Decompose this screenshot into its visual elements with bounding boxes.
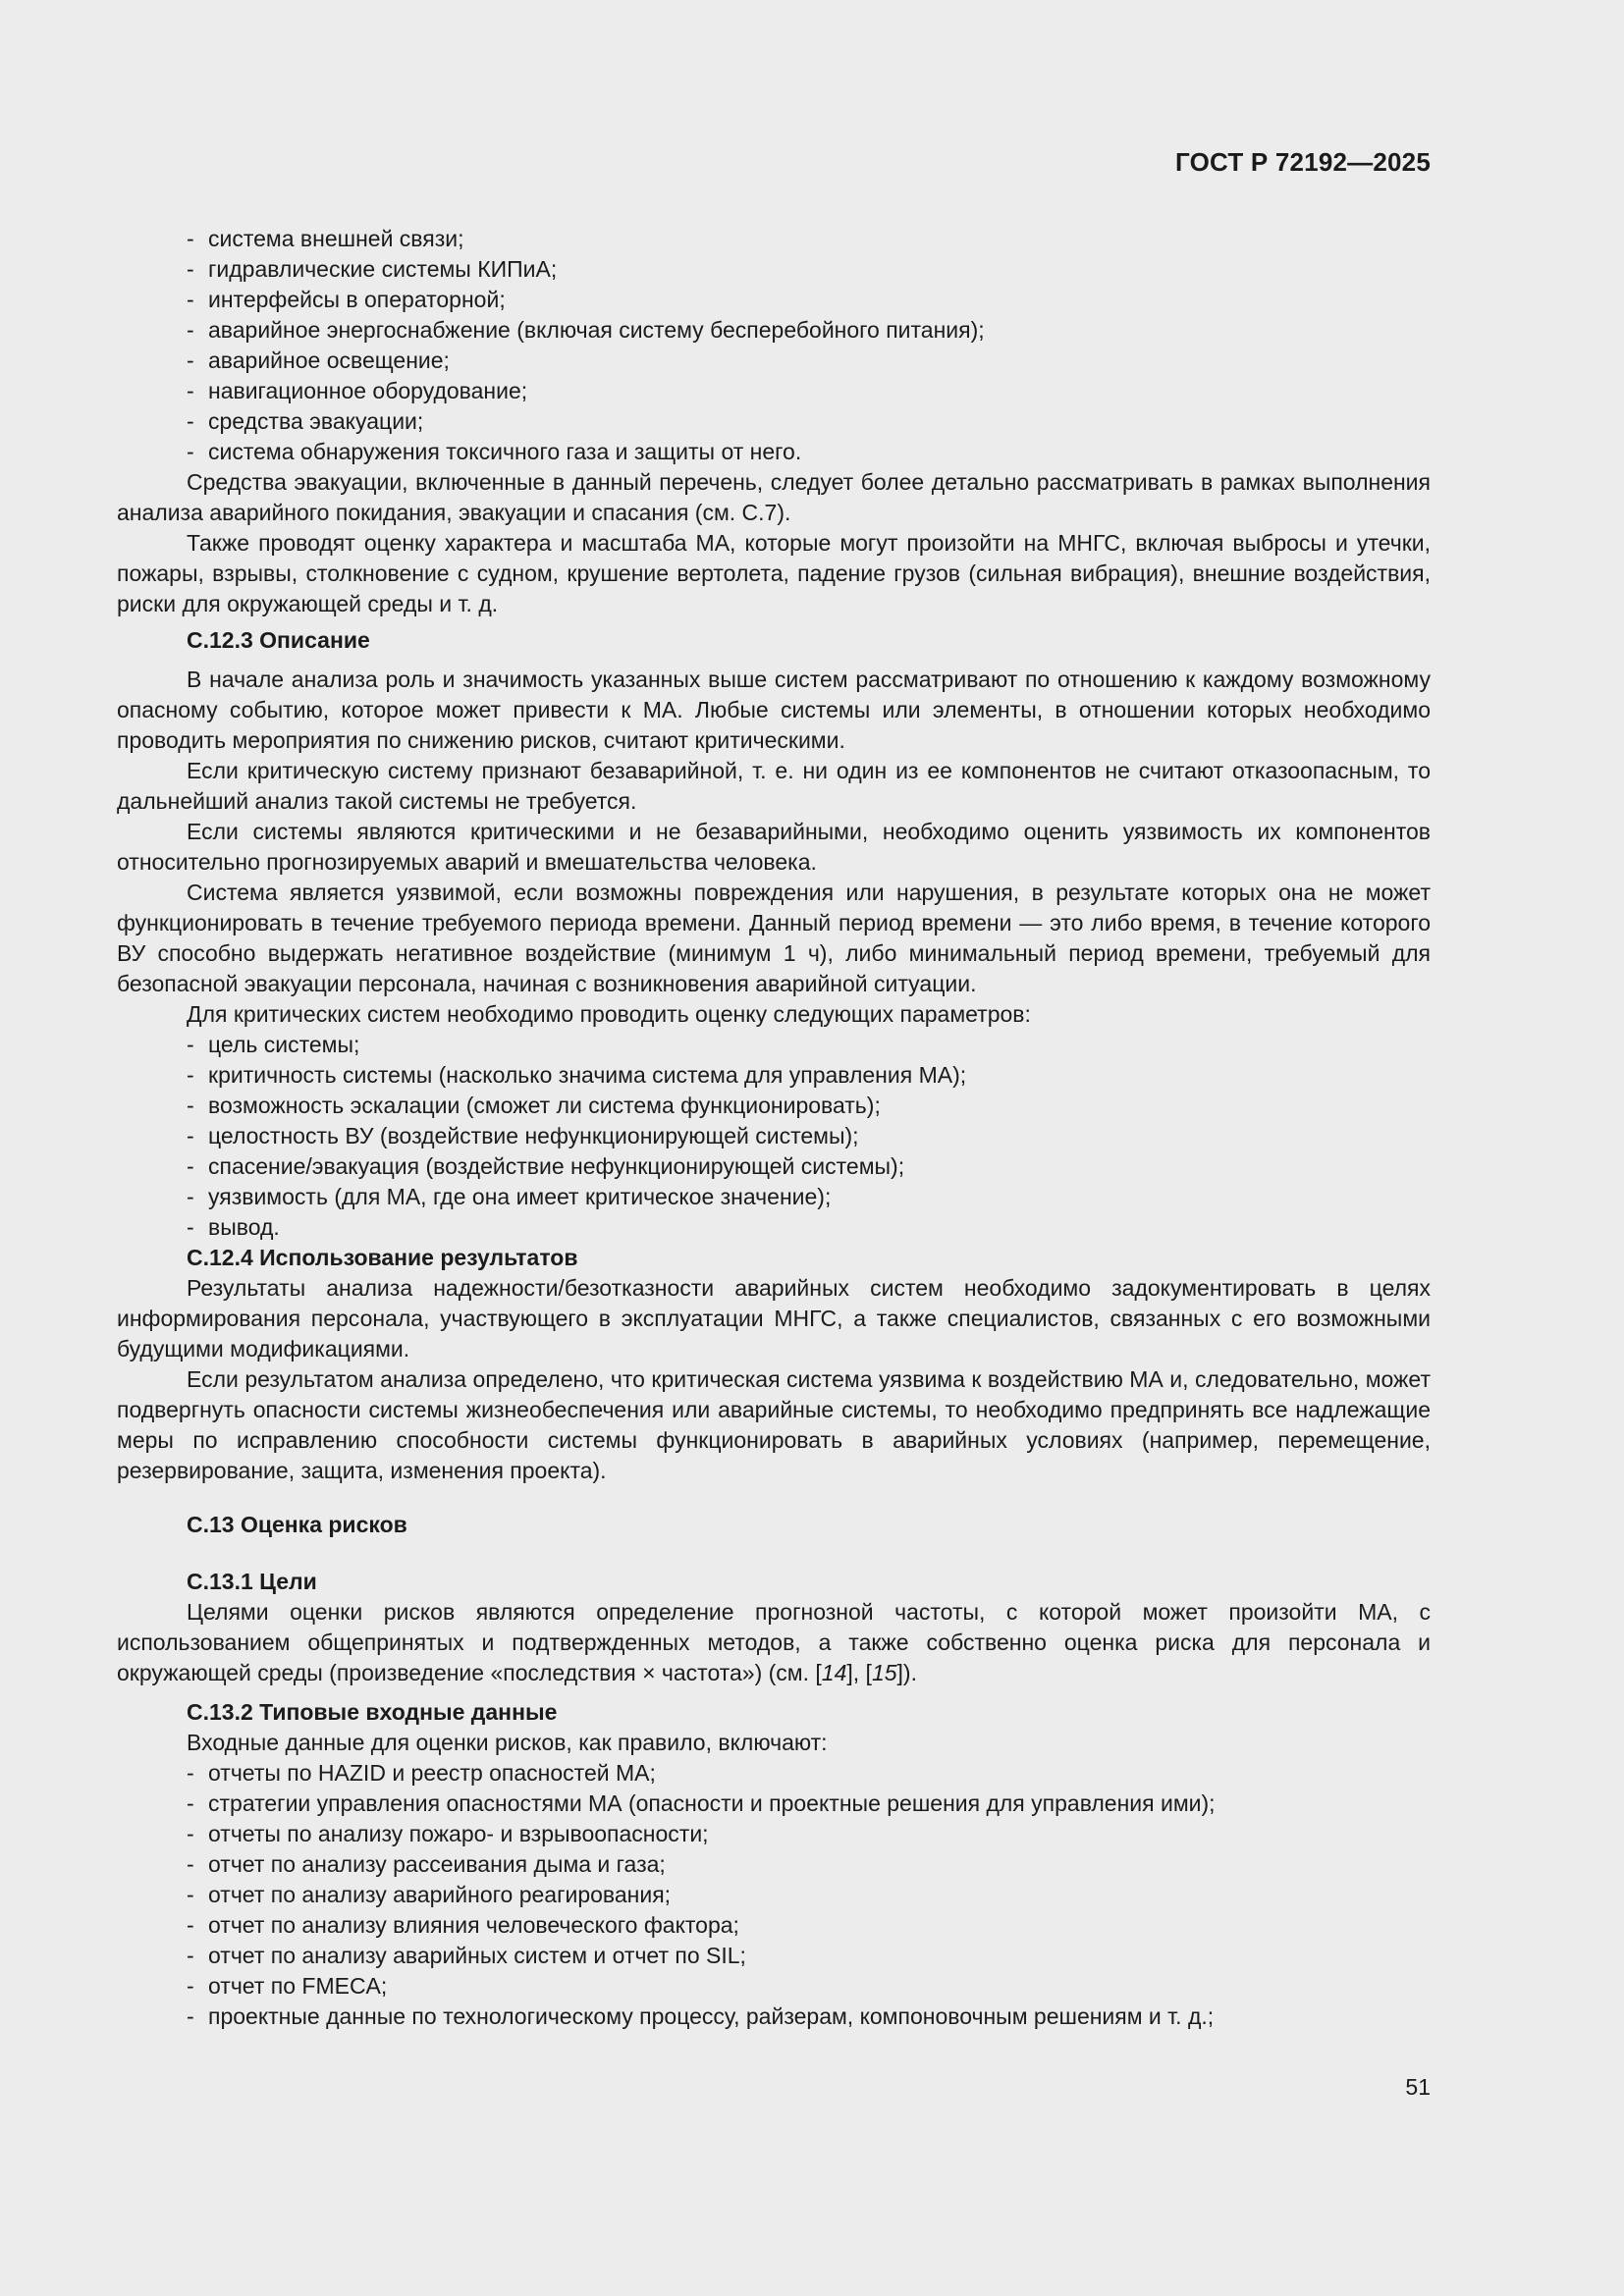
list-item: - гидравлические системы КИПиА;: [117, 254, 1431, 285]
reference-link[interactable]: 15: [871, 1660, 897, 1685]
list-marker: -: [187, 1123, 194, 1148]
list-marker: -: [187, 226, 194, 251]
list-item: - стратегии управления опасностями МА (опасности и проектные решения для управления ими);: [117, 1789, 1431, 1819]
list-item: - отчеты по анализу пожаро- и взрывоопасности;: [117, 1819, 1431, 1849]
section-heading: С.13 Оценка рисков: [187, 1512, 407, 1537]
paragraph: Для критических систем необходимо проводить оценку следующих параметров:: [187, 1001, 1031, 1027]
paragraph: Целями оценки рисков являются определение прогнозной частоты, с которой может произойти МА, с использованием общепринятых и подтвержденных методов, а также собственно оценка риска для персонала и окружающей среды (произведение «последствия × частота») (см. [14], [15]).: [117, 1599, 1431, 1685]
list-marker: -: [187, 1062, 194, 1088]
list-marker: -: [187, 1153, 194, 1179]
list-marker: -: [187, 256, 194, 282]
list-item: - вывод.: [117, 1212, 1431, 1243]
section-heading: С.13.1 Цели: [187, 1569, 317, 1594]
paragraph: Если критическую систему признают безаварийной, т. е. ни один из ее компонентов не считают отказоопасным, то дальнейший анализ такой системы не требуется.: [117, 758, 1431, 814]
list-item: - целостность ВУ (воздействие нефункционирующей системы);: [117, 1121, 1431, 1151]
page-number: 51: [1405, 2074, 1431, 2100]
list-marker: -: [187, 1093, 194, 1118]
paragraph: Система является уязвимой, если возможны повреждения или нарушения, в результате которых она не может функционировать в течение требуемого периода времени. Данный период времени — это либо время, в течение которого ВУ способно выдержать негативное воздействие (минимум 1 ч), либо минимальный период времени, требуемый для безопасной эвакуации персонала, начиная с возникновения аварийной ситуации.: [117, 880, 1431, 996]
list-item: - отчет по анализу аварийных систем и отчет по SIL;: [117, 1941, 1431, 1971]
list-marker: -: [187, 347, 194, 373]
list-marker: -: [187, 378, 194, 403]
list-item: - возможность эскалации (сможет ли система функционировать);: [117, 1091, 1431, 1121]
list-marker: -: [187, 408, 194, 434]
list-marker: -: [187, 1184, 194, 1209]
list-item: - отчет по анализу рассеивания дыма и газа;: [117, 1849, 1431, 1880]
paragraph: Средства эвакуации, включенные в данный перечень, следует более детально рассматривать в рамках выполнения анализа аварийного покидания, эвакуации и спасания (см. С.7).: [117, 469, 1431, 525]
list-marker: -: [187, 287, 194, 312]
paragraph: Входные данные для оценки рисков, как правило, включают:: [187, 1730, 828, 1755]
list-marker: -: [187, 1973, 194, 1999]
list-item: - отчеты по HAZID и реестр опасностей МА;: [117, 1758, 1431, 1789]
reference-link[interactable]: 14: [821, 1660, 847, 1685]
list-item: - аварийное энергоснабжение (включая систему бесперебойного питания);: [117, 315, 1431, 346]
list-item: - критичность системы (насколько значима система для управления МА);: [117, 1060, 1431, 1091]
list-marker: -: [187, 1790, 194, 1816]
list-marker: -: [187, 1912, 194, 1938]
list-marker: -: [187, 1821, 194, 1846]
list-item: - система обнаружения токсичного газа и защиты от него.: [117, 437, 1431, 467]
section-heading: С.13.2 Типовые входные данные: [187, 1699, 558, 1725]
list-item: - отчет по FMECA;: [117, 1971, 1431, 2002]
list-marker: -: [187, 1882, 194, 1907]
list-item: - отчет по анализу влияния человеческого фактора;: [117, 1910, 1431, 1941]
list-input-data: [117, 1758, 1431, 2032]
list-marker: -: [187, 1032, 194, 1057]
list-item: - система внешней связи;: [117, 224, 1431, 254]
list-parameters: [117, 1030, 1431, 1243]
paragraph: Результаты анализа надежности/безотказности аварийных систем необходимо задокументировать в целях информирования персонала, участвующего в эксплуатации МНГС, а также специалистов, связанных с его возможными будущими модификациями.: [117, 1275, 1431, 1362]
list-item: - уязвимость (для МА, где она имеет критическое значение);: [117, 1182, 1431, 1212]
list-item: - проектные данные по технологическому процессу, райзерам, компоновочным решениям и т. д.;: [117, 2002, 1431, 2032]
list-marker: -: [187, 317, 194, 343]
paragraph: Если системы являются критическими и не безаварийными, необходимо оценить уязвимость их компонентов относительно прогнозируемых аварий и вмешательства человека.: [117, 819, 1431, 875]
list-marker: -: [187, 1851, 194, 1877]
list-systems: [117, 224, 1431, 467]
list-item: - навигационное оборудование;: [117, 376, 1431, 406]
list-marker: -: [187, 1760, 194, 1786]
list-item: - спасение/эвакуация (воздействие нефункционирующей системы);: [117, 1151, 1431, 1182]
list-item: - отчет по анализу аварийного реагирования;: [117, 1880, 1431, 1910]
list-marker: -: [187, 1214, 194, 1240]
document-header: ГОСТ Р 72192—2025: [1175, 147, 1431, 177]
list-item: - аварийное освещение;: [117, 346, 1431, 376]
list-item: - интерфейсы в операторной;: [117, 285, 1431, 315]
list-item: - цель системы;: [117, 1030, 1431, 1060]
section-heading: С.12.3 Описание: [187, 627, 370, 653]
document-body: [117, 224, 1431, 2032]
list-marker: -: [187, 439, 194, 464]
section-heading: С.12.4 Использование результатов: [187, 1245, 578, 1270]
list-marker: -: [187, 1943, 194, 1968]
paragraph: В начале анализа роль и значимость указанных выше систем рассматривают по отношению к каждому возможному опасному событию, которое может привести к МА. Любые системы или элементы, в отношении которых необходимо проводить мероприятия по снижению рисков, считают критическими.: [117, 667, 1431, 753]
list-item: - средства эвакуации;: [117, 406, 1431, 437]
paragraph: Если результатом анализа определено, что критическая система уязвима к воздействию МА и, следовательно, может подвергнуть опасности системы жизнеобеспечения или аварийные системы, то необходимо предпринять все надлежащие меры по исправлению способности системы функционировать в аварийных условиях (например, перемещение, резервирование, защита, изменения проекта).: [117, 1366, 1431, 1483]
list-marker: -: [187, 2003, 194, 2029]
paragraph: Также проводят оценку характера и масштаба МА, которые могут произойти на МНГС, включая выбросы и утечки, пожары, взрывы, столкновение с судном, крушение вертолета, падение грузов (сильная вибрация), внешние воздействия, риски для окружающей среды и т. д.: [117, 530, 1431, 616]
